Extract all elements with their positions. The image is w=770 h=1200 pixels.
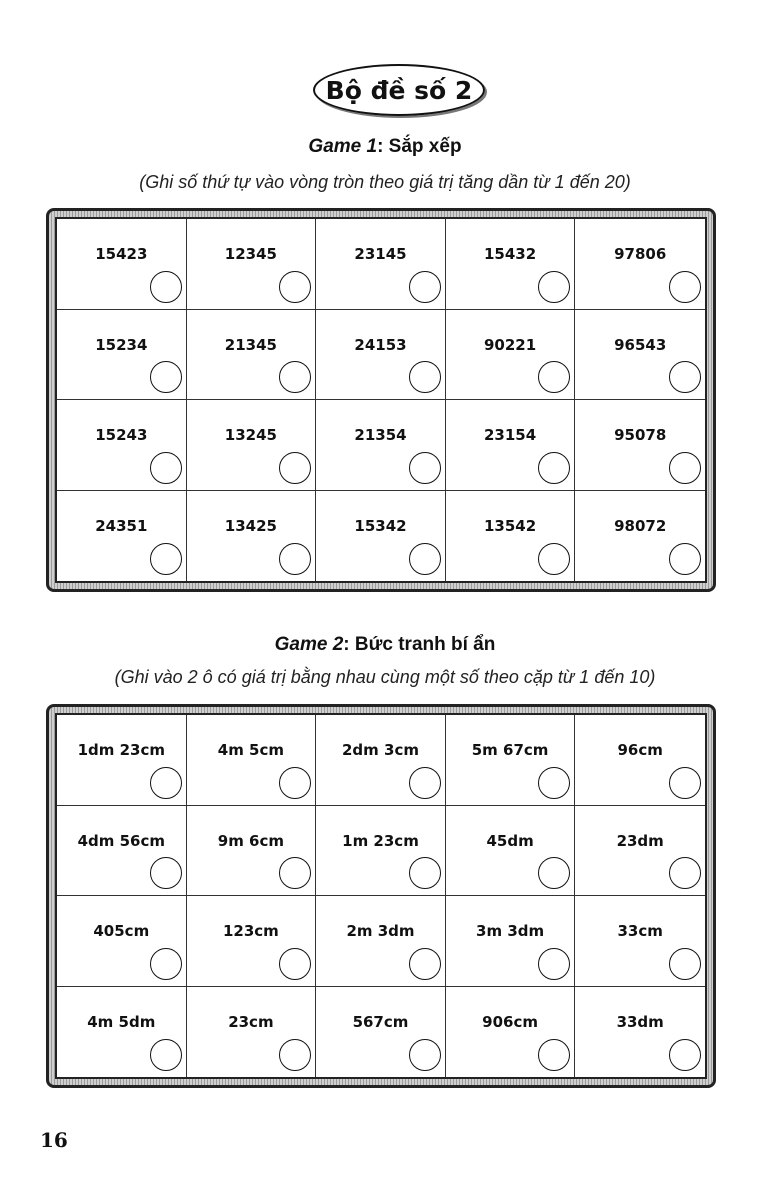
cell-value: 4m 5cm xyxy=(217,741,285,759)
grid-cell xyxy=(187,715,317,806)
grid-cell xyxy=(57,491,187,582)
answer-circle[interactable] xyxy=(150,543,182,575)
game2-instructions: (Ghi vào 2 ô có giá trị bằng nhau cùng một số theo cặp từ 1 đến 10) xyxy=(114,667,656,687)
game1-instructions: (Ghi số thứ tự vào vòng tròn theo giá trị tăng dần từ 1 đến 20) xyxy=(139,172,631,192)
answer-circle[interactable] xyxy=(538,857,570,889)
game1-board xyxy=(46,208,716,592)
game2-label: Game 2 xyxy=(274,634,344,655)
grid-cell xyxy=(316,896,446,987)
cell-value: 90221 xyxy=(484,335,537,354)
answer-circle[interactable] xyxy=(409,1039,441,1071)
cell-value: 21345 xyxy=(224,335,277,354)
grid-cell xyxy=(446,896,576,987)
answer-circle[interactable] xyxy=(279,361,311,393)
grid-cell xyxy=(187,806,317,897)
cell-value: 33dm xyxy=(616,1012,664,1031)
grid-cell xyxy=(575,219,705,310)
cell-value: 45dm xyxy=(486,831,534,850)
grid-cell xyxy=(575,896,705,987)
answer-circle[interactable] xyxy=(409,857,441,889)
grid-cell xyxy=(187,219,317,310)
cell-value: 23145 xyxy=(354,245,407,263)
answer-circle[interactable] xyxy=(669,948,701,980)
answer-circle[interactable] xyxy=(409,767,441,799)
grid-cell xyxy=(57,987,187,1078)
answer-circle[interactable] xyxy=(538,1039,570,1071)
answer-circle[interactable] xyxy=(150,767,182,799)
cell-value: 24351 xyxy=(95,516,148,535)
game2-grid xyxy=(55,713,707,1079)
grid-cell xyxy=(446,491,576,582)
answer-circle[interactable] xyxy=(150,271,182,303)
answer-circle[interactable] xyxy=(538,948,570,980)
cell-value: 567cm xyxy=(352,1012,409,1031)
cell-value: 906cm xyxy=(482,1012,539,1031)
grid-cell xyxy=(316,806,446,897)
answer-circle[interactable] xyxy=(409,948,441,980)
game1-grid xyxy=(55,217,707,583)
cell-value: 5m 67cm xyxy=(471,741,549,759)
cell-value: 13245 xyxy=(224,426,277,444)
cell-value: 98072 xyxy=(614,516,667,535)
grid-cell xyxy=(57,896,187,987)
answer-circle[interactable] xyxy=(279,452,311,484)
cell-value: 15243 xyxy=(95,426,148,444)
grid-cell xyxy=(187,310,317,401)
grid-cell xyxy=(187,987,317,1078)
answer-circle[interactable] xyxy=(409,452,441,484)
answer-circle[interactable] xyxy=(279,767,311,799)
cell-value: 24153 xyxy=(354,335,407,354)
grid-cell xyxy=(316,987,446,1078)
answer-circle[interactable] xyxy=(669,271,701,303)
grid-cell xyxy=(575,310,705,401)
answer-circle[interactable] xyxy=(409,271,441,303)
answer-circle[interactable] xyxy=(279,543,311,575)
grid-cell xyxy=(187,491,317,582)
cell-value: 97806 xyxy=(614,245,667,263)
grid-cell xyxy=(57,310,187,401)
answer-circle[interactable] xyxy=(538,543,570,575)
answer-circle[interactable] xyxy=(669,857,701,889)
grid-cell xyxy=(446,987,576,1078)
cell-value: 2m 3dm xyxy=(346,922,415,940)
answer-circle[interactable] xyxy=(150,361,182,393)
cell-value: 2dm 3cm xyxy=(341,741,419,759)
answer-circle[interactable] xyxy=(279,948,311,980)
grid-cell xyxy=(446,219,576,310)
grid-cell xyxy=(446,806,576,897)
answer-circle[interactable] xyxy=(669,767,701,799)
answer-circle[interactable] xyxy=(150,1039,182,1071)
answer-circle[interactable] xyxy=(409,543,441,575)
cell-value: 96cm xyxy=(617,741,663,759)
cell-value: 21354 xyxy=(354,426,407,444)
grid-cell xyxy=(316,715,446,806)
answer-circle[interactable] xyxy=(669,452,701,484)
answer-circle[interactable] xyxy=(669,1039,701,1071)
cell-value: 23cm xyxy=(228,1012,274,1031)
cell-value: 13425 xyxy=(224,516,277,535)
cell-value: 1m 23cm xyxy=(342,831,419,850)
grid-cell xyxy=(446,400,576,491)
set-title xyxy=(313,64,485,116)
grid-cell xyxy=(187,400,317,491)
grid-cell xyxy=(316,491,446,582)
cell-value: 4dm 56cm xyxy=(77,831,165,850)
cell-value: 15423 xyxy=(95,245,148,263)
game2-heading xyxy=(0,634,770,656)
grid-cell xyxy=(316,310,446,401)
cell-value: 3m 3dm xyxy=(476,922,545,940)
page-number: 16 xyxy=(40,1128,68,1152)
game2-heading-text: : Bức tranh bí ẩn xyxy=(343,634,496,655)
grid-cell xyxy=(446,310,576,401)
answer-circle[interactable] xyxy=(150,857,182,889)
grid-cell xyxy=(316,219,446,310)
cell-value: 1dm 23cm xyxy=(77,741,165,759)
grid-cell xyxy=(187,896,317,987)
answer-circle[interactable] xyxy=(538,767,570,799)
cell-value: 4m 5dm xyxy=(87,1012,156,1031)
grid-cell xyxy=(57,400,187,491)
answer-circle[interactable] xyxy=(150,948,182,980)
cell-value: 96543 xyxy=(614,335,667,354)
cell-value: 23dm xyxy=(616,831,664,850)
grid-cell xyxy=(575,987,705,1078)
grid-cell xyxy=(446,715,576,806)
game1-heading xyxy=(0,136,770,158)
cell-value: 33cm xyxy=(617,922,663,940)
answer-circle[interactable] xyxy=(538,271,570,303)
cell-value: 23154 xyxy=(484,426,537,444)
set-title-text: Bộ đề số 2 xyxy=(325,75,473,105)
game2-board xyxy=(46,704,716,1088)
cell-value: 13542 xyxy=(484,516,537,535)
grid-cell xyxy=(57,715,187,806)
cell-value: 12345 xyxy=(224,245,277,263)
grid-cell xyxy=(575,715,705,806)
grid-cell xyxy=(575,806,705,897)
answer-circle[interactable] xyxy=(150,452,182,484)
answer-circle[interactable] xyxy=(538,361,570,393)
game1-heading-text: : Sắp xếp xyxy=(377,136,462,157)
cell-value: 405cm xyxy=(93,922,150,940)
grid-cell xyxy=(57,806,187,897)
grid-cell xyxy=(575,400,705,491)
cell-value: 15432 xyxy=(484,245,537,263)
answer-circle[interactable] xyxy=(669,543,701,575)
grid-cell xyxy=(57,219,187,310)
cell-value: 15342 xyxy=(354,516,407,535)
cell-value: 123cm xyxy=(222,922,279,940)
game1-label: Game 1 xyxy=(308,136,378,157)
answer-circle[interactable] xyxy=(409,361,441,393)
answer-circle[interactable] xyxy=(279,271,311,303)
answer-circle[interactable] xyxy=(279,857,311,889)
grid-cell xyxy=(316,400,446,491)
answer-circle[interactable] xyxy=(669,361,701,393)
answer-circle[interactable] xyxy=(538,452,570,484)
grid-cell xyxy=(575,491,705,582)
cell-value: 15234 xyxy=(95,335,148,354)
cell-value: 95078 xyxy=(614,426,667,444)
answer-circle[interactable] xyxy=(279,1039,311,1071)
cell-value: 9m 6cm xyxy=(217,831,285,850)
